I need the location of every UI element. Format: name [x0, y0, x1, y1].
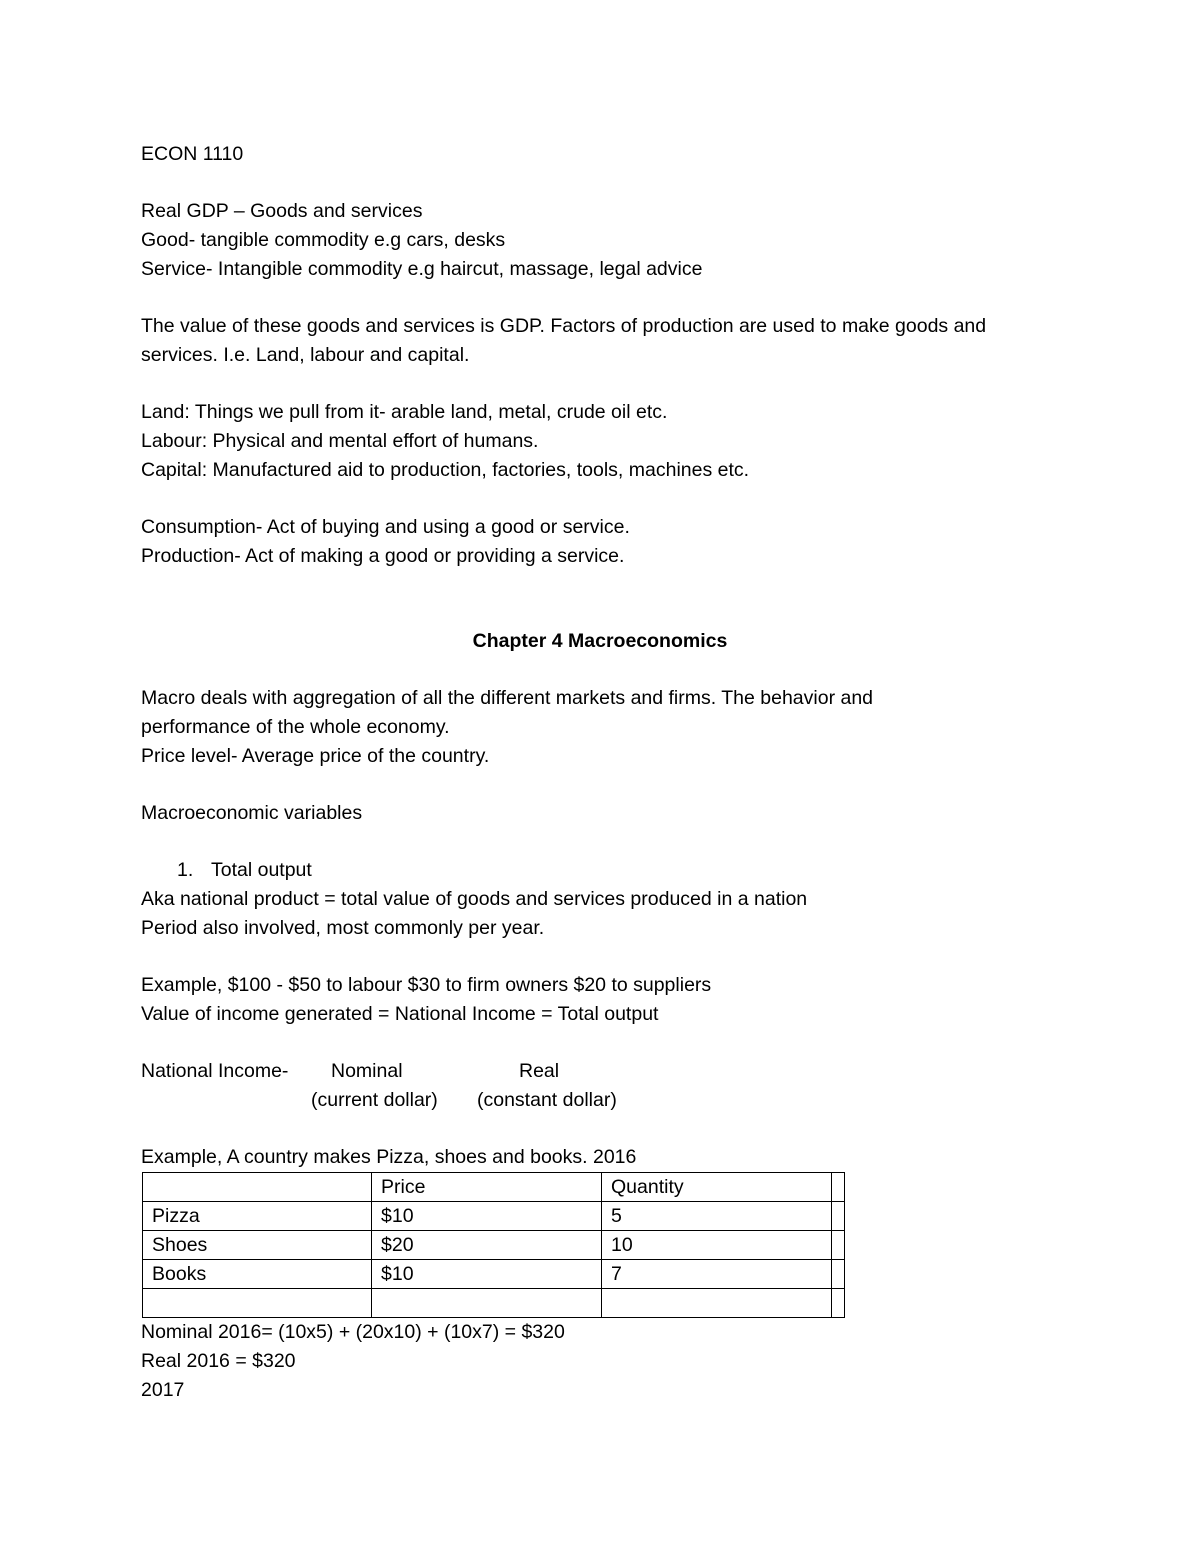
- spacer: [141, 485, 1071, 513]
- table-cell: $10: [372, 1260, 602, 1289]
- spacer: [141, 571, 1071, 627]
- spacer: [141, 169, 1071, 197]
- table-cell: [832, 1260, 845, 1289]
- real-label: Real: [519, 1060, 560, 1082]
- output-line-2: Period also involved, most commonly per year.: [141, 917, 545, 939]
- table-cell: 7: [602, 1260, 832, 1289]
- chapter-heading: Chapter 4 Macroeconomics: [472, 630, 728, 652]
- calc-year: 2017: [141, 1379, 185, 1401]
- spacer: [141, 943, 1071, 971]
- table-row: [143, 1231, 845, 1260]
- list-item-number: 1.: [177, 859, 194, 881]
- table-header-row: [143, 1173, 845, 1202]
- table-cell: Pizza: [143, 1202, 372, 1231]
- macro-line-1: Macro deals with aggregation of all the different markets and firms. The behavior and: [141, 687, 874, 709]
- intro-line-1: Real GDP – Goods and services: [141, 200, 423, 222]
- table-row: [143, 1289, 845, 1318]
- definition-consumption: Consumption- Act of buying and using a good or service.: [141, 516, 630, 538]
- intro-line-3: Service- Intangible commodity e.g haircut, massage, legal advice: [141, 258, 703, 280]
- factor-capital: Capital: Manufactured aid to production, factories, tools, machines etc.: [141, 459, 750, 481]
- table-cell: [372, 1289, 602, 1318]
- table-cell: $10: [372, 1202, 602, 1231]
- national-income-label: National Income-: [141, 1060, 289, 1082]
- nominal-sublabel: (current dollar): [311, 1089, 438, 1111]
- spacer: [141, 1115, 1071, 1143]
- nominal-label: Nominal: [331, 1060, 403, 1082]
- gdp-paragraph-line-1: The value of these goods and services is GDP. Factors of production are used to make goods and: [141, 315, 987, 337]
- course-code: ECON 1110: [141, 143, 244, 165]
- table-row: [143, 1202, 845, 1231]
- table-cell: [832, 1289, 845, 1318]
- table-header-cell: [832, 1173, 845, 1202]
- example1-line-2: Value of income generated = National Income = Total output: [141, 1003, 659, 1025]
- spacer: [141, 656, 1071, 684]
- definition-production: Production- Act of making a good or providing a service.: [141, 545, 625, 567]
- output-line-1: Aka national product = total value of goods and services produced in a nation: [141, 888, 808, 910]
- spacer: [141, 1029, 1071, 1057]
- price-quantity-table: [142, 1172, 845, 1318]
- table-cell: Books: [143, 1260, 372, 1289]
- intro-line-2: Good- tangible commodity e.g cars, desks: [141, 229, 506, 251]
- example1-line-1: Example, $100 - $50 to labour $30 to firm owners $20 to suppliers: [141, 974, 712, 996]
- factor-land: Land: Things we pull from it- arable land, metal, crude oil etc.: [141, 401, 668, 423]
- national-income-subrow: [141, 1086, 1071, 1115]
- table-cell: 5: [602, 1202, 832, 1231]
- document-page: [141, 140, 1071, 1405]
- table-cell: [143, 1289, 372, 1318]
- real-sublabel: (constant dollar): [477, 1089, 617, 1111]
- calc-real: Real 2016 = $320: [141, 1350, 296, 1372]
- example2-caption: Example, A country makes Pizza, shoes and books. 2016: [141, 1146, 637, 1168]
- table-cell: 10: [602, 1231, 832, 1260]
- calc-nominal: Nominal 2016= (10x5) + (20x10) + (10x7) = $320: [141, 1321, 565, 1343]
- table-cell: $20: [372, 1231, 602, 1260]
- list-item: [141, 856, 1071, 885]
- macro-line-3: Price level- Average price of the country.: [141, 745, 490, 767]
- table-cell: [832, 1202, 845, 1231]
- table-header-cell: [143, 1173, 372, 1202]
- spacer: [141, 370, 1071, 398]
- spacer: [141, 771, 1071, 799]
- table-cell: Shoes: [143, 1231, 372, 1260]
- national-income-row: [141, 1057, 1071, 1086]
- spacer: [141, 284, 1071, 312]
- gdp-paragraph-line-2: services. I.e. Land, labour and capital.: [141, 344, 470, 366]
- table-cell: [832, 1231, 845, 1260]
- variables-heading: Macroeconomic variables: [141, 802, 363, 824]
- spacer: [141, 828, 1071, 856]
- table-cell: [602, 1289, 832, 1318]
- table-header-cell: Quantity: [602, 1173, 832, 1202]
- table-header-cell: Price: [372, 1173, 602, 1202]
- macro-line-2: performance of the whole economy.: [141, 716, 450, 738]
- factor-labour: Labour: Physical and mental effort of humans.: [141, 430, 539, 452]
- table-row: [143, 1260, 845, 1289]
- list-item-text: Total output: [211, 859, 312, 881]
